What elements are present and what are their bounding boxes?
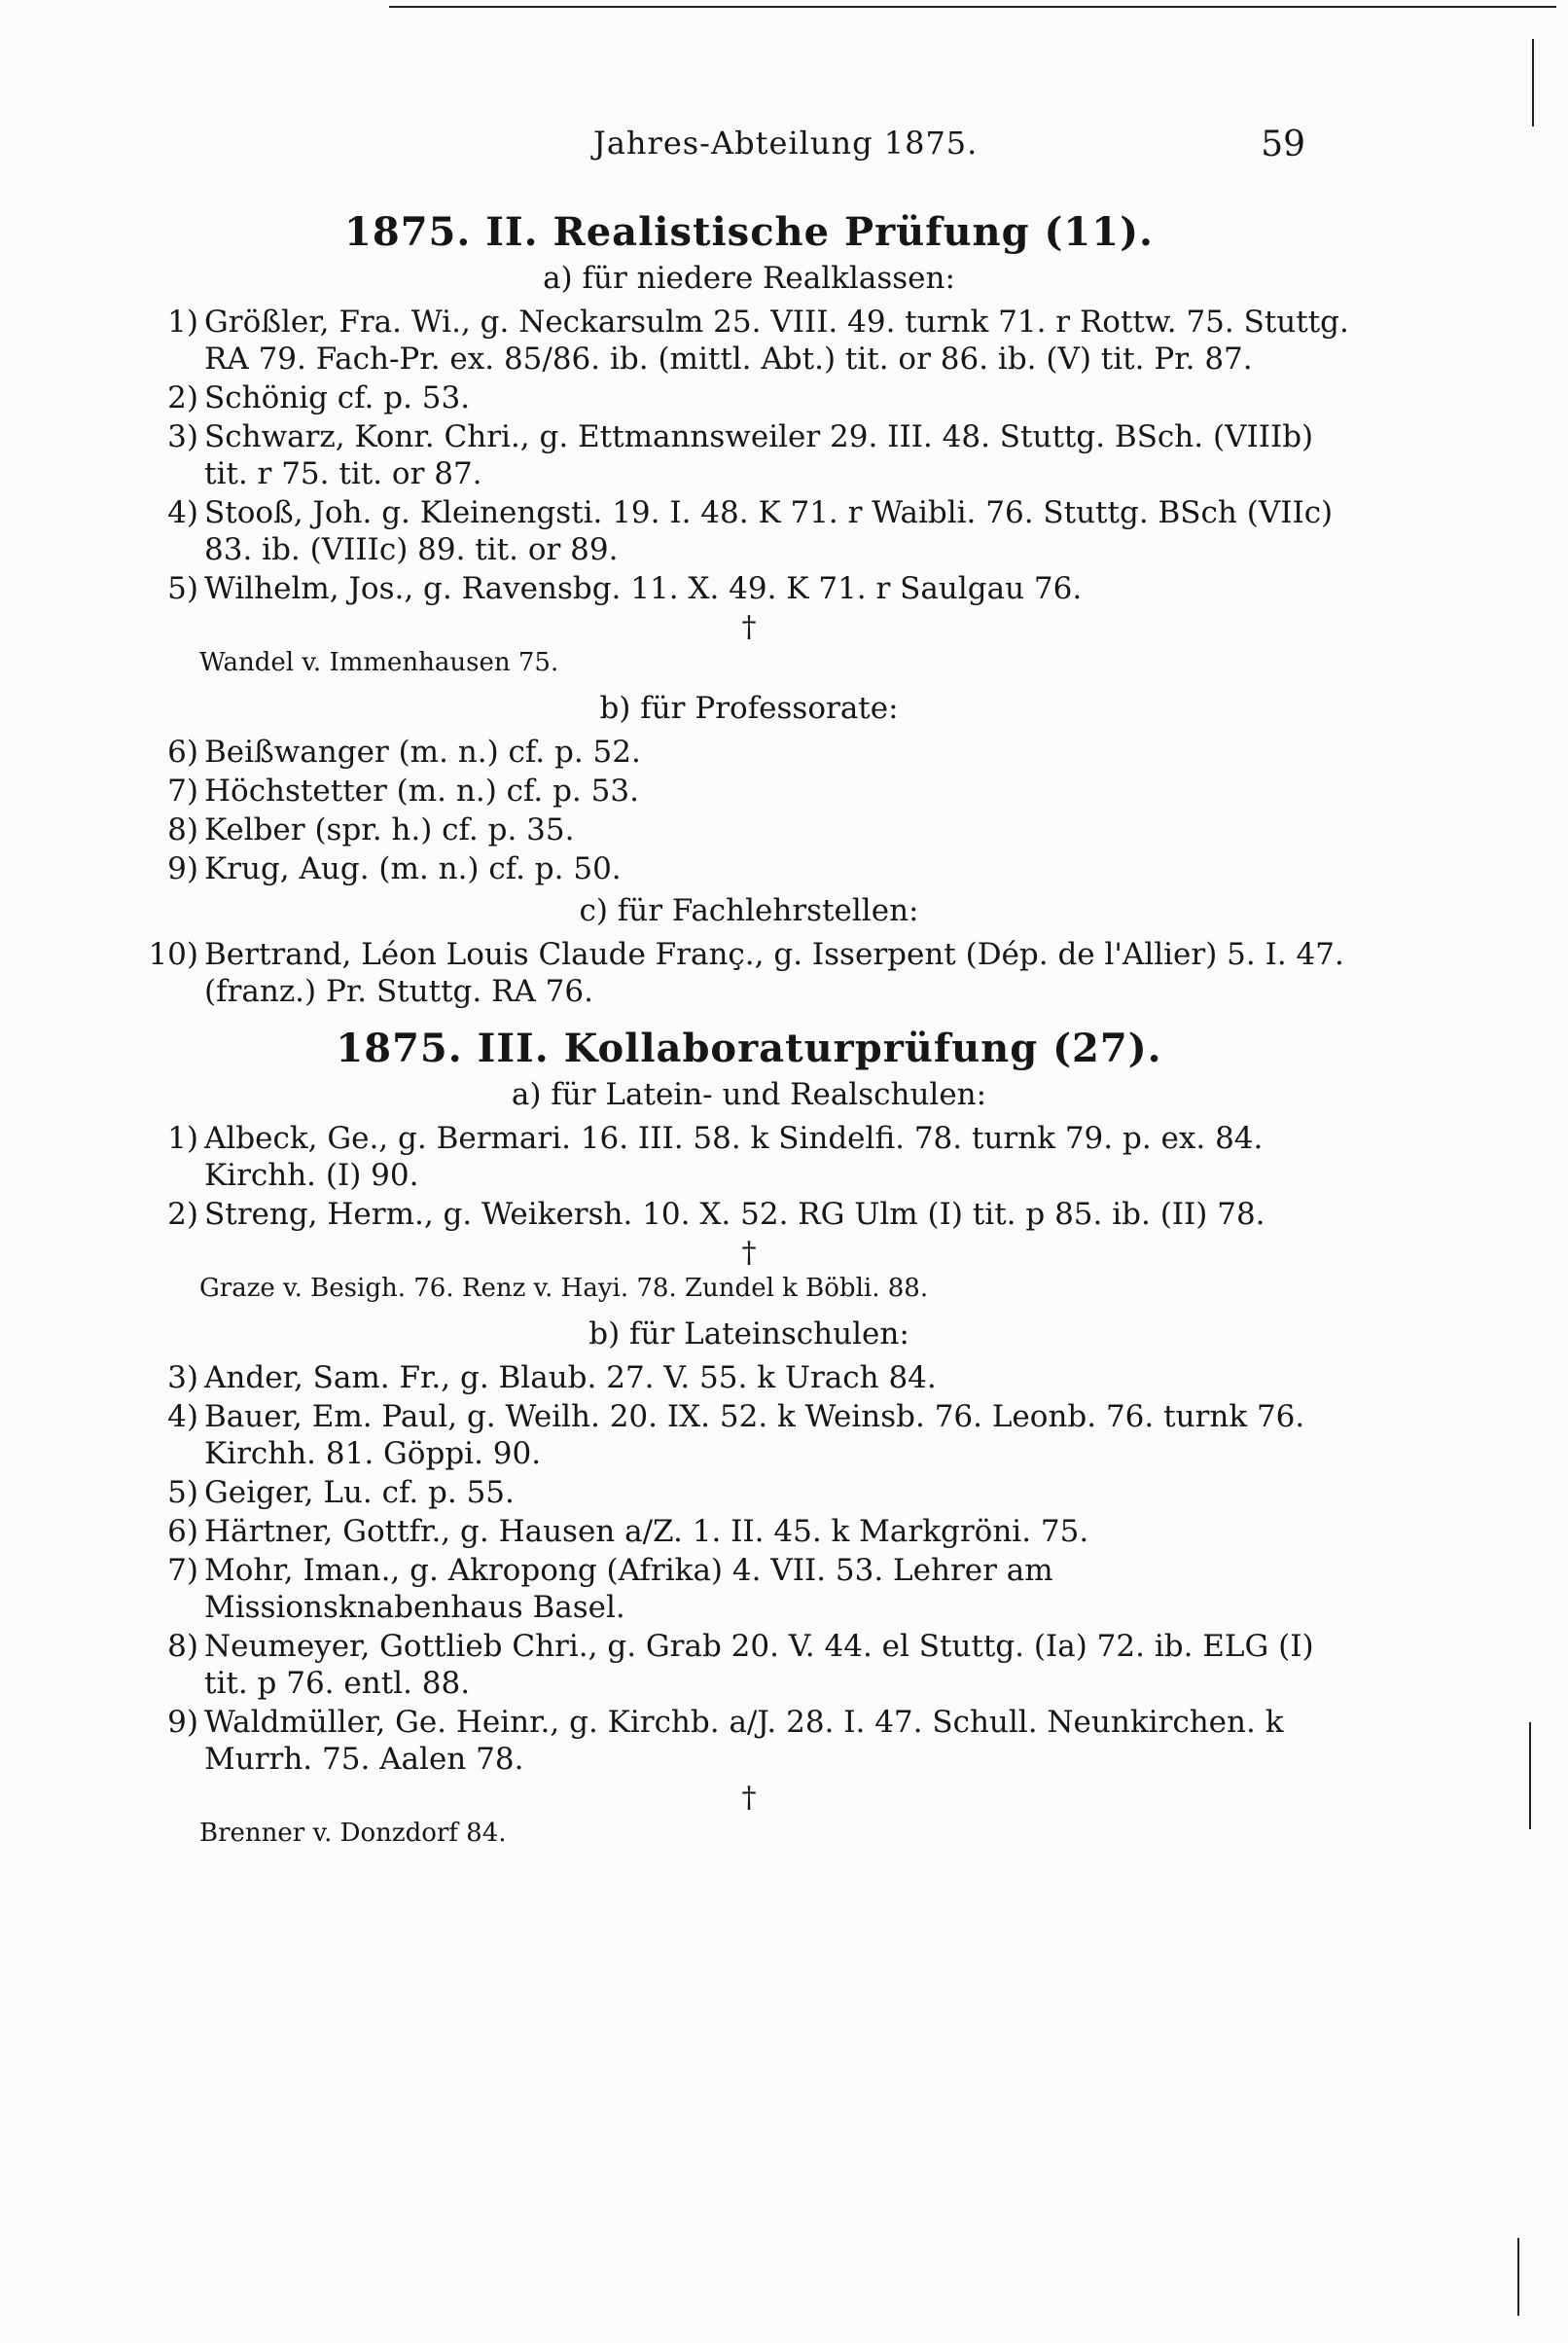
list-item (146, 850, 1352, 887)
entry-number: 9) (167, 851, 198, 886)
subsection-fachlehrstellen: c) für Fachlehrstellen: (579, 893, 919, 928)
entry-text: Höchstetter (m. n.) cf. p. 53. (204, 774, 639, 809)
page-number: 59 (1261, 125, 1305, 164)
list-item (146, 494, 1352, 568)
subsection-niedere-realklassen: a) für niedere Realklassen: (543, 261, 955, 296)
entry-text: Wilhelm, Jos., g. Ravensbg. 11. X. 49. K 71. r Saulgau 76. (204, 571, 1083, 606)
list-item (146, 811, 1352, 848)
entry-text: Härtner, Gottfr., g. Hausen a/Z. 1. II. 45. k Markgröni. 75. (204, 1514, 1089, 1549)
entry-text: Streng, Herm., g. Weikersh. 10. X. 52. RG Ulm (I) tit. p 85. ib. (II) 78. (204, 1197, 1265, 1232)
entry-text: Albeck, Ge., g. Bermari. 16. III. 58. k Sindelfi. 78. turnk 79. p. ex. 84. Kirchh. (I) 90. (204, 1121, 1264, 1193)
scan-edge-line-top (389, 6, 1556, 8)
list-item (146, 418, 1352, 492)
running-head-title: Jahres-Abteilung 1875. (593, 125, 979, 162)
entry-number: 1) (167, 1121, 198, 1156)
entry-number: 4) (167, 495, 198, 530)
list-item (146, 936, 1352, 1010)
section-title-kollaboraturpruefung: 1875. III. Kollaboraturprüfung (27). (336, 1026, 1162, 1071)
list-item (146, 1196, 1352, 1233)
scan-edge-line-right (1532, 39, 1534, 126)
entry-number: 6) (167, 1514, 198, 1549)
entry-text: Beißwanger (m. n.) cf. p. 52. (204, 735, 641, 770)
list-item (146, 1513, 1352, 1550)
entry-text: Bertrand, Léon Louis Claude Franç., g. Isserpent (Dép. de l'Allier) 5. I. 47. (franz.) Pr. Stuttg. RA 76. (204, 937, 1344, 1009)
entry-text: Bauer, Em. Paul, g. Weilh. 20. IX. 52. k Weinsb. 76. Leonb. 76. turnk 76. Kirchh. 81. Göppi. 90. (204, 1399, 1305, 1471)
entry-text: Neumeyer, Gottlieb Chri., g. Grab 20. V. 44. el Stuttg. (Ia) 72. ib. ELG (I) tit. p 76. entl. 88. (204, 1629, 1314, 1701)
deceased-list: Wandel v. Immenhausen 75. (199, 648, 559, 677)
entry-number: 8) (167, 1629, 198, 1664)
entry-text: Ander, Sam. Fr., g. Blaub. 27. V. 55. k Urach 84. (204, 1360, 937, 1395)
deceased-list: Graze v. Besigh. 76. Renz v. Hayi. 78. Zundel k Böbli. 88. (199, 1274, 929, 1303)
entry-number: 10) (148, 937, 198, 972)
spacer (146, 1012, 1352, 1026)
entry-number: 9) (167, 1705, 198, 1740)
list-item (146, 1704, 1352, 1778)
entry-text: Schwarz, Konr. Chri., g. Ettmannsweiler 29. III. 48. Stuttg. BSch. (VIIIb) tit. r 75. tit. or 87. (204, 419, 1314, 491)
entry-number: 5) (167, 571, 198, 606)
entry-number: 7) (167, 1553, 198, 1588)
list-item (146, 1552, 1352, 1626)
list-item (146, 1474, 1352, 1511)
deceased-marker: † (741, 1236, 757, 1270)
list-item (146, 773, 1352, 810)
entry-text: Größler, Fra. Wi., g. Neckarsulm 25. VIII. 49. turnk 71. r Rottw. 75. Stuttg. RA 79. Fach-Pr. ex. 85/86. ib. (mittl. Abt.) tit. or 86. ib. (V) tit. Pr. 87. (204, 305, 1349, 377)
subsection-latein-und-realschulen: a) für Latein- und Realschulen: (511, 1077, 987, 1112)
entry-text: Mohr, Iman., g. Akropong (Afrika) 4. VII. 53. Lehrer am Missionsknabenhaus Basel. (204, 1553, 1053, 1625)
subsection-lateinschulen: b) für Lateinschulen: (588, 1316, 909, 1352)
list-item (146, 379, 1352, 416)
list-item (146, 304, 1352, 378)
entry-number: 1) (167, 305, 198, 340)
deceased-marker: † (741, 610, 757, 644)
entry-number: 6) (167, 735, 198, 770)
scan-edge-line-right-2 (1529, 1722, 1531, 1829)
list-item (146, 1359, 1352, 1396)
list-item (146, 1398, 1352, 1472)
entry-number: 2) (167, 1197, 198, 1232)
list-item (146, 1628, 1352, 1702)
entry-number: 2) (167, 380, 198, 415)
deceased-list: Brenner v. Donzdorf 84. (199, 1819, 507, 1848)
list-item (146, 734, 1352, 771)
scan-edge-line-right-3 (1517, 2238, 1519, 2316)
entry-number: 3) (167, 1360, 198, 1395)
entry-number: 4) (167, 1399, 198, 1434)
running-head (0, 125, 1568, 173)
list-item (146, 1120, 1352, 1194)
entry-number: 5) (167, 1475, 198, 1510)
entry-number: 7) (167, 774, 198, 809)
entry-text: Stooß, Joh. g. Kleinengsti. 19. I. 48. K 71. r Waibli. 76. Stuttg. BSch (VIIc) 83. ib. (VIIIc) 89. tit. or 89. (204, 495, 1334, 567)
entry-text: Kelber (spr. h.) cf. p. 35. (204, 812, 575, 847)
entry-text: Schönig cf. p. 53. (204, 380, 471, 415)
entry-number: 8) (167, 812, 198, 847)
page-content (146, 209, 1352, 1861)
entry-text: Geiger, Lu. cf. p. 55. (204, 1475, 515, 1510)
section-title-realistische-pruefung: 1875. II. Realistische Prüfung (11). (344, 209, 1154, 255)
list-item (146, 570, 1352, 607)
entry-number: 3) (167, 419, 198, 454)
entry-text: Krug, Aug. (m. n.) cf. p. 50. (204, 851, 622, 886)
entry-text: Waldmüller, Ge. Heinr., g. Kirchb. a/J. 28. I. 47. Schull. Neunkirchen. k Murrh. 75. Aalen 78. (204, 1705, 1284, 1777)
deceased-marker: † (741, 1781, 757, 1815)
subsection-professorate: b) für Professorate: (599, 691, 899, 726)
